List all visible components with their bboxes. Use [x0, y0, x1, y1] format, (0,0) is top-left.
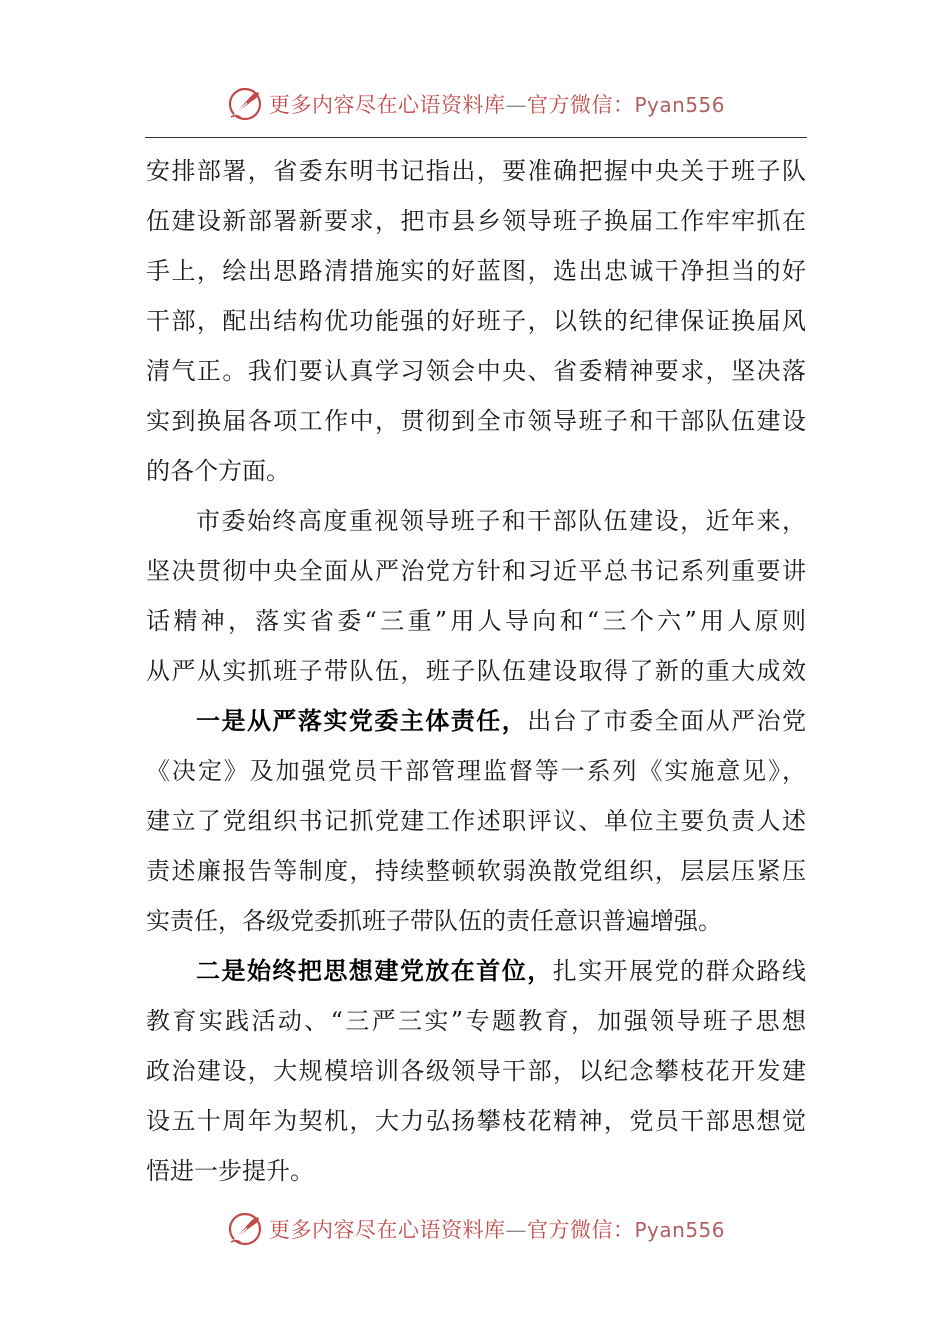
header-banner-text: [269, 89, 725, 119]
text-line: 《决定》及加强党员干部管理监督等一系列《实施意见》，: [146, 757, 806, 785]
text-run: 扎实开展党的群众路线: [552, 957, 806, 985]
quill-pen-icon: [225, 84, 265, 124]
text-line: 安排部署，省委东明书记指出，要准确把握中央关于班子队: [146, 157, 806, 185]
text-line: 实责任，各级党委抓班子带队伍的责任意识普遍增强。: [146, 907, 722, 935]
text-line: 话精神，落实省委“三重”用人导向和“三个六”用人原则: [146, 607, 806, 635]
footer-contact-label: 官方微信：: [526, 1218, 635, 1242]
header-contact-label: 官方微信：: [526, 93, 635, 117]
text-line: [146, 946, 806, 996]
paragraph-1: [146, 146, 806, 496]
paragraph-3: [146, 696, 806, 946]
footer-separator: —: [505, 1218, 527, 1242]
footer-brand-text: 更多内容尽在心语资料库: [268, 1218, 506, 1242]
text-line: 手上，绘出思路清措施实的好蓝图，选出忠诚干净担当的好: [146, 257, 806, 285]
text-line: 伍建设新部署新要求，把市县乡领导班子换届工作牢牢抓在: [146, 207, 806, 235]
text-line: 设五十周年为契机，大力弘扬攀枝花精神，党员干部思想觉: [146, 1107, 806, 1135]
text-run: 出台了市委全面从严治党: [527, 707, 806, 735]
header-divider: [145, 137, 807, 138]
text-line: 建立了党组织书记抓党建工作述职评议、单位主要负责人述: [146, 807, 806, 835]
text-line: 悟进一步提升。: [146, 1157, 314, 1185]
header-brand-text: 更多内容尽在心语资料库: [268, 93, 506, 117]
text-line: 清气正。我们要认真学习领会中央、省委精神要求，坚决落: [146, 357, 806, 385]
paragraph-4: [146, 946, 806, 1196]
text-line: 政治建设，大规模培训各级领导干部，以纪念攀枝花开发建: [146, 1057, 806, 1085]
text-line: [146, 696, 806, 746]
bold-lead: 一是从严落实党委主体责任，: [196, 706, 528, 735]
paragraph-2: [146, 496, 806, 696]
footer-banner-text: [269, 1214, 725, 1244]
text-line: 教育实践活动、“三严三实”专题教育，加强领导班子思想: [146, 1007, 806, 1035]
quill-pen-icon: [225, 1209, 265, 1249]
header-contact-id: Pyan556: [634, 93, 725, 117]
text-line: 干部，配出结构优功能强的好班子，以铁的纪律保证换届风: [146, 307, 806, 335]
document-body: [146, 146, 806, 1196]
text-line: 坚决贯彻中央全面从严治党方针和习近平总书记系列重要讲: [146, 557, 806, 585]
text-line: 从严从实抓班子带队伍，班子队伍建设取得了新的重大成效: [146, 657, 806, 685]
footer-contact-id: Pyan556: [634, 1218, 725, 1242]
text-line: 市委始终高度重视领导班子和干部队伍建设，近年来，: [196, 507, 806, 535]
bold-lead: 二是始终把思想建党放在首位，: [196, 956, 553, 985]
text-line: 实到换届各项工作中，贯彻到全市领导班子和干部队伍建设: [146, 407, 806, 435]
footer-banner: [0, 1207, 950, 1251]
text-line: 责述廉报告等制度，持续整顿软弱涣散党组织，层层压紧压: [146, 857, 806, 885]
text-line: 的各个方面。: [146, 457, 290, 485]
header-banner: [0, 82, 950, 126]
header-separator: —: [505, 93, 527, 117]
